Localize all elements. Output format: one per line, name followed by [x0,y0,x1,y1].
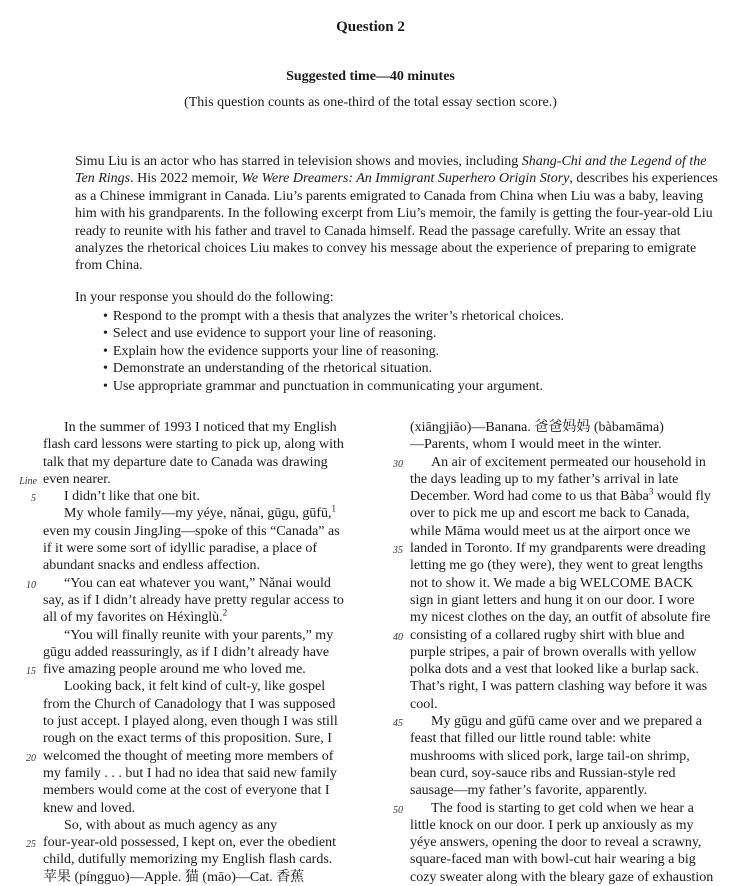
bullet-item: • Use appropriate grammar and punctuation in communicating your argument. [103,378,564,395]
passage-text: from the Church of Canadology that I was supposed [43,696,336,712]
passage-text: all of my favorites on Héxìnglù.$^2$ [43,607,228,626]
line-number: 15 [26,666,36,678]
passage-text: feast that filled our little round table: white [410,731,651,747]
line-number: 25 [26,839,36,851]
passage-text: flash card lessons were starting to pick up, along with [43,437,344,453]
passage-line [43,644,361,661]
intro-part-3: , describes his experiences as a Chinese immigrant in Canada. Liu’s parents emigrated to Canada from China when Liu was a baby, leaving him with his grandparents. In the following excerpt from Liu’s memoir, the family is getting the four-year-old Liu ready to reunite with his father and travel to Canada himself. Read the passage carefully. Write an essay that analyzes the rhetorical choices Liu makes to convey his message about the experience of preparing to emigrate from China. [75,171,718,274]
passage-text: my family . . . but I had no idea that said new family [43,765,337,781]
passage-text: child, dutifully memorizing my English flash cards. [43,852,333,868]
instructions-lead: In your response you should do the following: [75,290,334,305]
passage-text: gūgu added reassuringly, as if I didn’t already have [43,644,330,660]
passage-line [26,834,361,851]
line-number: 45 [393,718,403,730]
passage-line [410,730,730,747]
passage-text: sausage—my father’s favorite, apparently. [410,783,648,799]
intro-part-2: . His 2022 memoir, [130,171,242,187]
footnote-marker: 3 [648,486,654,497]
passage-text: So, with about as much agency as any [43,817,278,833]
passage-line [410,644,730,661]
passage-text: if it were some sort of idyllic paradise, a place of [43,541,318,557]
intro-part-1: Simu Liu is an actor who has starred in television shows and movies, including [75,154,522,169]
bullet-item: • Explain how the evidence supports your line of reasoning. [103,343,564,360]
passage-text: Looking back, it felt kind of cult-y, like gospel [43,679,326,695]
passage-line [410,419,730,436]
passage-line [43,817,361,834]
passage-left-column [19,419,361,886]
passage-line [410,436,730,453]
passage-text: even nearer. [43,471,111,487]
passage-text: An air of excitement permeated our household in [410,454,706,470]
passage-line [43,523,361,540]
passage-text: consisting of a collared rugby shirt with blue and [410,627,685,643]
film-title: Shang-Chi and the Legend of the Ten Rings [75,154,707,187]
passage-text: five amazing people around me who loved me. [43,662,306,678]
passage-line [410,661,730,678]
passage-line [43,678,361,695]
passage-text: not to show it. We made a big WELCOME BACK [410,575,694,591]
passage-line [393,800,730,817]
passage-line [393,627,730,644]
passage-text: letting me go (they were), they went to great lengths [410,558,704,574]
prompt-intro [75,153,723,275]
footnote-marker: 2 [222,607,228,618]
line-number: 35 [393,545,403,557]
passage-line [43,540,361,557]
passage-line [43,696,361,713]
bullet-item: • Respond to the prompt with a thesis that analyzes the writer’s rhetorical choices. [103,308,564,325]
passage-text: purple stripes, a pair of brown overalls with yellow [410,644,697,660]
passage-text: the days leading up to my father’s arrival in late [410,471,679,487]
passage-text: My gūgu and gūfū came over and we prepared a [410,714,702,730]
footnote-marker: 1 [331,503,337,514]
passage-line [43,713,361,730]
passage-line [410,869,730,886]
passage-line [393,713,730,730]
passage-line [43,869,361,886]
passage-text: my nicest clothes on the day, an outfit of absolute fire [410,610,711,626]
passage-text: abundant snacks and endless affection. [43,558,261,574]
passage-text: rough on the exact terms of this proposition. Sure, I [43,731,332,747]
bullet-item: • Select and use evidence to support your line of reasoning. [103,325,564,342]
passage-line [43,627,361,644]
passage-text: That’s right, I was pattern clashing way before it was [410,679,708,695]
passage-line [31,488,361,505]
passage-line [43,730,361,747]
passage-text: four-year-old possessed, I kept on, ever the obedient [43,835,336,851]
line-number: 30 [393,458,403,470]
passage-line [43,782,361,799]
passage-text: My whole family—my yéye, nǎnai, gūgu, gūfū,$^1$ [43,503,337,522]
passage-text: “You will finally reunite with your parents,” my [43,627,334,643]
passage-text: talk that my departure date to Canada was drawing [43,454,328,470]
passage-line [43,592,361,609]
memoir-title: We Were Dreamers: An Immigrant Superhero Origin Story [241,171,570,187]
passage-line [410,696,730,713]
passage-line [43,505,361,522]
passage-text: while Māma would meet us at the airport once we [410,523,691,539]
line-number: 20 [26,752,36,764]
passage-line [410,523,730,540]
passage-text: members would come at the cost of everyone that I [43,783,330,799]
passage-text: —Parents, whom I would meet in the winter. [410,437,662,453]
passage-line [26,575,361,592]
passage-line [410,817,730,834]
passage-line [410,834,730,851]
passage-text: over to pick me up and escort me back to Canada, [410,506,690,522]
passage-text: (xiāngjiāo)—Banana. 爸爸妈妈 (bàbamāma) [410,420,664,435]
passage-line [43,557,361,574]
passage-line [410,748,730,765]
passage-text: landed in Toronto. If my grandparents were dreading [410,541,706,557]
instruction-bullets [103,308,564,395]
passage-line [410,488,730,505]
passage-line [410,592,730,609]
passage-text: In the summer of 1993 I noticed that my English [43,420,337,435]
passage-text: yéye answers, opening the door to reveal a scrawny, [410,835,702,851]
passage-text: “You can eat whatever you want,” Nǎnai would [43,575,331,591]
weight-note: (This question counts as one-third of the total essay section score.) [184,95,557,110]
passage-text: 苹果 (píngguo)—Apple. 猫 (māo)—Cat. 香蕉 [43,869,305,885]
passage-text: I didn’t like that one bit. [43,489,200,505]
passage-line [410,678,730,695]
passage-line [26,748,361,765]
passage-line [43,851,361,868]
passage-text: December. Word had come to us that Bàba$^3$ would fly [410,486,711,505]
passage-line [43,765,361,782]
passage-text: polka dots and a vest that looked like a burlap sack. [410,662,699,678]
passage-line [410,505,730,522]
passage-line [43,419,361,436]
passage-text: The food is starting to get cold when we hear a [410,800,694,816]
passage-text: welcomed the thought of meeting more members of [43,748,334,764]
passage-right-column [393,419,730,886]
passage-line [43,436,361,453]
passage-line [410,471,730,488]
suggested-time: Suggested time—40 minutes [286,69,455,84]
passage-text: mushrooms with sliced pork, large tail-on shrimp, [410,748,690,764]
passage-line [393,454,730,471]
passage-text: knew and loved. [43,800,136,816]
question-title: Question 2 [336,19,405,35]
passage-text: to just accept. I played along, even though I was still [43,714,338,730]
bullet-item: • Demonstrate an understanding of the rhetorical situation. [103,360,564,377]
line-number: Line [19,475,37,487]
passage-text: sign in giant letters and hung it on our door. I wore [410,592,695,608]
passage-text: even my cousin JingJing—spoke of this “Canada” as [43,523,340,539]
passage-line [393,540,730,557]
passage-line [410,765,730,782]
passage-line [19,471,361,488]
passage-line [43,800,361,817]
passage-text: square-faced man with bowl-cut hair wearing a big [410,852,696,868]
line-number: 10 [26,579,36,591]
passage-text: cool. [410,696,438,712]
passage-line [43,609,361,626]
passage-text: bean curd, soy-sauce ribs and Russian-style red [410,765,676,781]
line-number: 5 [31,493,36,505]
passage-text: little knock on our door. I perk up anxiously as my [410,817,694,833]
line-number: 40 [393,631,403,643]
passage-line [43,454,361,471]
passage-line [26,661,361,678]
line-number: 50 [393,804,403,816]
passage-text: say, as if I didn’t already have pretty regular access to [43,592,344,608]
passage-line [410,575,730,592]
passage-text: cozy sweater along with the bleary gaze of exhaustion [410,869,714,885]
passage-line [410,609,730,626]
passage-line [410,557,730,574]
passage-line [410,851,730,868]
passage-line [410,782,730,799]
